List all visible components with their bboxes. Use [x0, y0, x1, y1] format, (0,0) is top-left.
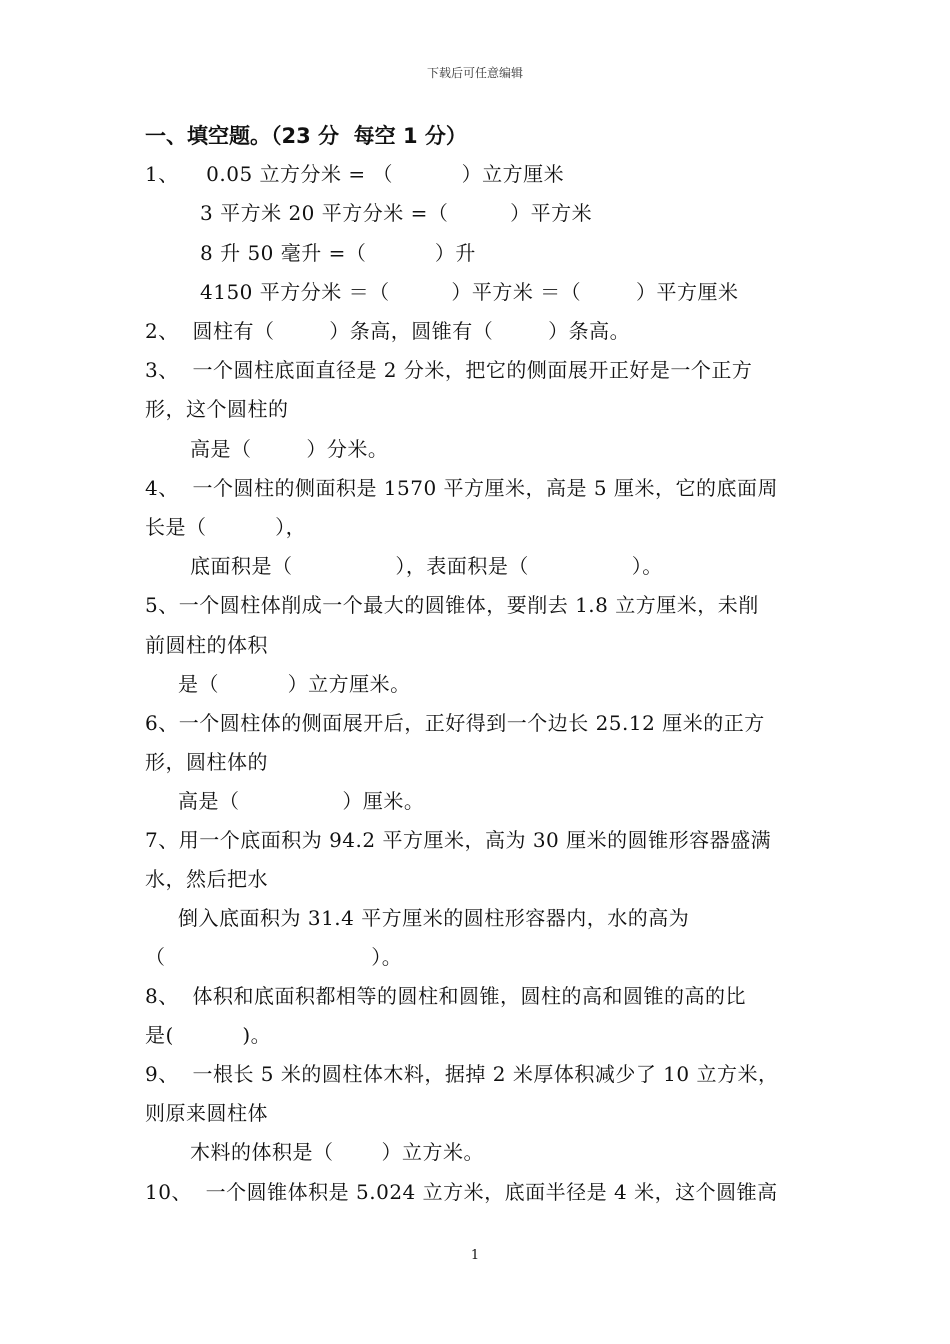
q5-line-2: 前圆柱的体积: [145, 633, 268, 657]
q4-line-2: 长是（ ），: [145, 515, 307, 539]
q2-line: 2、 圆柱有（ ）条高，圆锥有（ ）条高。: [145, 319, 631, 343]
q5-line-1: 5、一个圆柱体削成一个最大的圆锥体，要削去 1.8 立方厘米，未削: [145, 593, 759, 617]
q3-line-1: 3、 一个圆柱底面直径是 2 分米，把它的侧面展开正好是一个正方: [145, 358, 753, 382]
q8-line-2: 是( )。: [145, 1023, 272, 1047]
q3-line-2: 形，这个圆柱的: [145, 397, 289, 421]
q4-line-1: 4、 一个圆柱的侧面积是 1570 平方厘米，高是 5 厘米，它的底面周: [145, 476, 778, 500]
q4-line-3: 底面积是（ ），表面积是（ ）。: [190, 554, 663, 578]
page-header: 下载后可任意编辑: [426, 66, 523, 80]
q7-line-1: 7、用一个底面积为 94.2 平方厘米，高为 30 厘米的圆锥形容器盛满: [145, 828, 772, 852]
q1-line-1: 1、 0.05 立方分米 = （ ）立方厘米: [145, 162, 565, 186]
section-title: 一、填空题。（23 分 每空 1 分）: [145, 124, 467, 148]
q9-line-1: 9、 一根长 5 米的圆柱体木料，据掉 2 米厚体积减少了 10 立方米，: [145, 1062, 779, 1086]
q7-line-3: 倒入底面积为 31.4 平方厘米的圆柱形容器内，水的高为: [178, 906, 690, 930]
page-number: 1: [470, 1248, 480, 1263]
q1-line-4: 4150 平方分米 ＝（ ）平方米 ＝（ ）平方厘米: [200, 280, 739, 304]
q7-line-4: （ ）。: [145, 945, 403, 969]
q1-line-2: 3 平方米 20 平方分米 =（ ）平方米: [200, 201, 593, 225]
q9-line-3: 木料的体积是（ ）立方米。: [190, 1140, 485, 1164]
q9-line-2: 则原来圆柱体: [145, 1101, 268, 1125]
q6-line-1: 6、一个圆柱体的侧面展开后，正好得到一个边长 25.12 厘米的正方: [145, 711, 765, 735]
q3-line-3: 高是（ ）分米。: [190, 437, 389, 461]
q6-line-3: 高是（ ）厘米。: [178, 789, 425, 813]
q6-line-2: 形，圆柱体的: [145, 750, 268, 774]
q1-line-3: 8 升 50 毫升 =（ ）升: [200, 241, 476, 265]
q10-line-1: 10、 一个圆锥体积是 5.024 立方米，底面半径是 4 米，这个圆锥高: [145, 1180, 778, 1204]
q8-line-1: 8、 体积和底面积都相等的圆柱和圆锥，圆柱的高和圆锥的高的比: [145, 984, 746, 1008]
q5-line-3: 是（ ）立方厘米。: [178, 672, 411, 696]
q7-line-2: 水，然后把水: [145, 867, 268, 891]
